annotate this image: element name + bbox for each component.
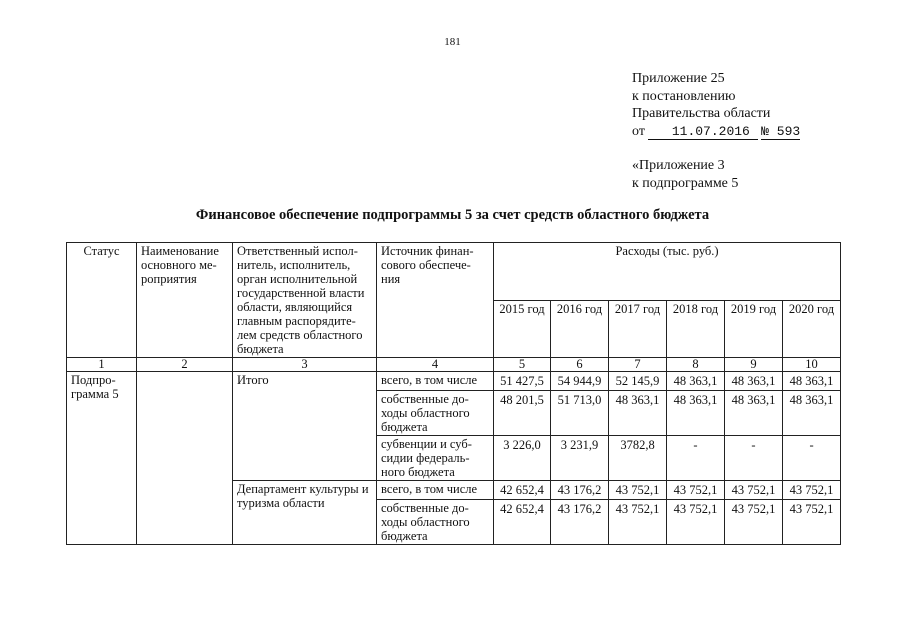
annex-line-2: к постановлению [632,88,736,104]
value-cell: - [783,436,841,481]
header-year: 2016 год [551,300,609,358]
value-cell: 43 752,1 [783,500,841,545]
value-cell: 43 752,1 [783,481,841,500]
column-number: 3 [233,358,377,372]
value-cell: 43 752,1 [725,481,783,500]
annex-date: 11.07.2016 [648,125,757,140]
column-number: 6 [551,358,609,372]
document-title: Финансовое обеспечение подпрограммы 5 за счет средств областного бюджета [195,207,710,223]
annex-quote-line-2: к подпрограмме 5 [632,175,739,191]
source-cell: всего, в том числе [377,481,494,500]
annex-date-prefix: от [632,123,645,139]
column-number: 2 [137,358,233,372]
value-cell: 48 363,1 [609,391,667,436]
value-cell: 52 145,9 [609,372,667,391]
value-cell: 48 201,5 [494,391,551,436]
value-cell: 3782,8 [609,436,667,481]
annex-block [632,70,800,192]
value-cell: 51 713,0 [551,391,609,436]
annex-number: № 593 [761,123,801,139]
value-cell: 43 752,1 [725,500,783,545]
value-cell: 3 231,9 [551,436,609,481]
value-cell: 51 427,5 [494,372,551,391]
header-source: Источник финан-сового обеспече-ния [377,243,494,358]
column-number: 9 [725,358,783,372]
value-cell: 42 652,4 [494,481,551,500]
event-cell [137,372,233,545]
value-cell: 43 752,1 [667,481,725,500]
header-year: 2017 год [609,300,667,358]
executor-cell: Департамент культуры и туризма области [233,481,377,545]
header-row-1 [67,243,841,301]
source-cell: собственные до-ходы областного бюджета [377,500,494,545]
page-number: 181 [444,36,461,48]
value-cell: 48 363,1 [783,391,841,436]
column-number: 10 [783,358,841,372]
status-cell: Подпро-грамма 5 [67,372,137,545]
value-cell: - [725,436,783,481]
value-cell: 3 226,0 [494,436,551,481]
column-number: 1 [67,358,137,372]
column-number: 7 [609,358,667,372]
value-cell: 43 752,1 [609,500,667,545]
value-cell: 43 176,2 [551,481,609,500]
value-cell: 42 652,4 [494,500,551,545]
column-number: 8 [667,358,725,372]
annex-line-1: Приложение 25 [632,71,725,86]
executor-cell: Итого [233,372,377,481]
header-year: 2019 год [725,300,783,358]
annex-date-line [632,123,800,141]
value-cell: 48 363,1 [725,372,783,391]
source-cell: собственные до-ходы областного бюджета [377,391,494,436]
header-year: 2020 год [783,300,841,358]
header-year: 2015 год [494,300,551,358]
header-year: 2018 год [667,300,725,358]
finance-table [66,242,841,545]
annex-quote-line-1: «Приложение 3 [632,158,725,173]
value-cell: 43 752,1 [667,500,725,545]
value-cell: 48 363,1 [725,391,783,436]
header-status: Статус [67,243,137,358]
header-expenses: Расходы (тыс. руб.) [494,243,841,301]
source-cell: всего, в том числе [377,372,494,391]
value-cell: - [667,436,725,481]
source-cell: субвенции и суб-сидии федераль-ного бюджета [377,436,494,481]
value-cell: 43 176,2 [551,500,609,545]
column-numbers-row [67,358,841,372]
column-number: 5 [494,358,551,372]
value-cell: 48 363,1 [667,391,725,436]
column-number: 4 [377,358,494,372]
header-executor: Ответственный испол-нитель, исполнитель, орган исполнительной государственной власти области, являющийся главным распорядите-лем средств областного бюджета [233,243,377,358]
value-cell: 48 363,1 [667,372,725,391]
value-cell: 43 752,1 [609,481,667,500]
value-cell: 54 944,9 [551,372,609,391]
value-cell: 48 363,1 [783,372,841,391]
table-row [67,372,841,391]
header-event: Наименование основного ме-роприятия [137,243,233,358]
annex-line-3: Правительства области [632,106,771,121]
